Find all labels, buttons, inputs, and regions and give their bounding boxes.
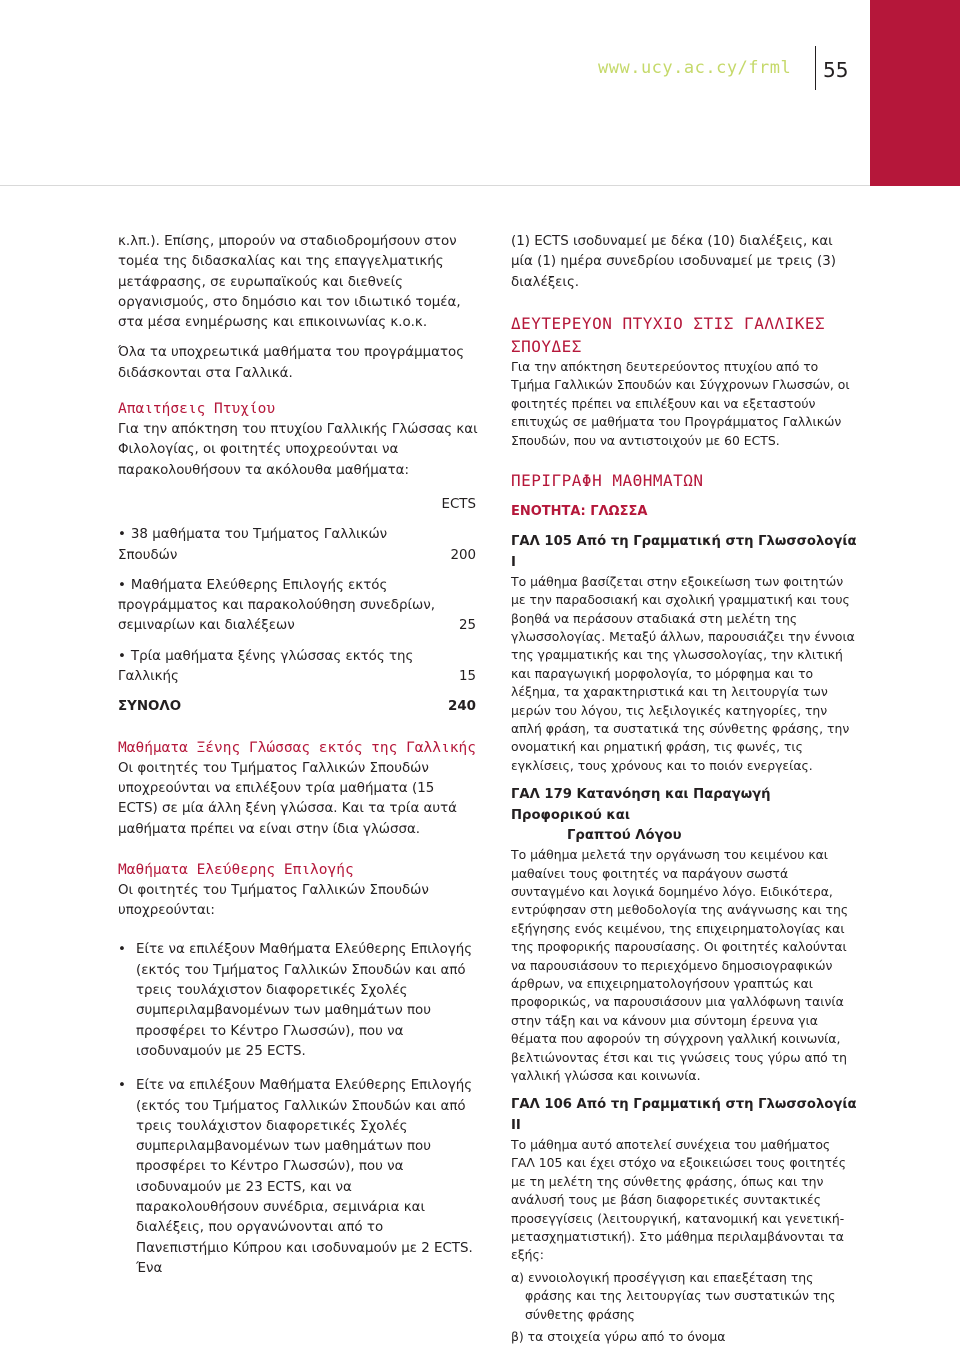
requirement-ects: 25 — [458, 618, 476, 634]
header-url[interactable]: www.ucy.ac.cy/frml — [598, 58, 792, 78]
list-item: • Είτε να επιλέξουν Μαθήματα Ελεύθερης Επιλογής (εκτός του Τμήματος Γαλλικών Σπουδών και από τρεις τουλάχιστον διαφορετικές Σχολές συμπεριλαμβανομένων των μαθημάτων που προσφέρει το Κέντρο Γλωσσών), που να ισοδυναμούν με 23 ECTS, και να παρακολουθήσουν συνέδρια, σεμινάρια και διαλέξεις, που οργανώνονται από το Πανεπιστήμιο Κύπρου και ισοδυναμούν με 2 ECTS. Ένα — [118, 1076, 478, 1279]
requirements-heading: Απαιτήσεις Πτυχίου — [118, 401, 276, 418]
course-title: ΓΑΛ 105 Από τη Γραμματική στη Γλωσσολογία I — [511, 534, 857, 570]
accent-bar — [870, 0, 960, 186]
total-value: 240 — [448, 699, 476, 715]
unit-heading: ΕΝΟΤΗΤΑ: ΓΛΩΣΣΑ — [511, 503, 648, 519]
foreign-language-heading: Μαθήματα Ξένης Γλώσσας εκτός της Γαλλικής — [118, 739, 476, 756]
course-description: Το μάθημα μελετά την οργάνωση του κειμένου και μαθαίνει τους φοιτητές να παράγουν σωστά συνταγμένο και λογικά δομημένο λόγο. Ειδικότερα, εντρύφησαν στη μεθοδολογία της ανάγνωσης και της εξήγησης ενός κειμένου, της επιχειρηματολογίας και της προφορικής παρουσίασης. Οι φοιτητές καλούνται να παρουσιάσουν το περιεχόμενο δημοσιογραφικών άρθρων, να επιχειρηματολογήσουν γραπτώς και προφορικώς, να παρουσιάσουν μια γαλλόφωνη ταινία στην τάξη και να κάνουν μια σύντομη έρευνα για θέματα που αφορούν τη σύγχρονη γαλλική κοινωνία, βελτιώνοντας έτσι και τις γνώσεις τους γύρω από τη γαλλική γλώσσα και κοινωνία. — [511, 847, 849, 1084]
second-degree-paragraph: Για την απόκτηση δευτερεύοντος πτυχίου από το Τμήμα Γαλλικών Σπουδών και Σύγχρονων Γλωσσών, οι φοιτητές πρέπει να επιλέξουν και να εξεταστούν επιτυχώς σε μαθήματα του Προγράμματος Γαλλικών Σπουδών, που να αντιστοιχούν με 60 ECTS. — [511, 358, 850, 448]
intro-paragraph: κ.λπ.). Επίσης, μπορούν να σταδιοδρομήσουν στον τομέα της διδασκαλίας και της επαγγελματικής μετάφρασης, σε ευρωπαϊκούς και διεθνείς οργανισμούς, στο δημόσιο και τον ιδιωτικό τομέα, στα μέσα ενημέρωσης και επικοινωνίας κ.ο.κ. — [118, 234, 461, 331]
second-degree-heading: ΔΕΥΤΕΡΕΥΟΝ ΠΤΥΧΙΟ ΣΤΙΣ ΓΑΛΛΙΚΕΣ ΣΠΟΥΔΕΣ — [511, 313, 826, 356]
elective-list — [118, 940, 478, 1279]
requirement-row — [118, 576, 478, 637]
header-divider — [815, 46, 816, 90]
course-title — [511, 785, 857, 846]
requirement-text: • Τρία μαθήματα ξένης γλώσσας εκτός της Γαλλικής — [118, 647, 438, 688]
course-description-heading: ΠΕΡΙΓΡΑΦΗ ΜΑΘΗΜΑΤΩΝ — [511, 470, 704, 490]
course-title-line: Γραπτού Λόγου — [567, 827, 682, 843]
requirements-intro: Για την απόκτηση του πτυχίου Γαλλικής Γλώσσας και Φιλολογίας, οι φοιτητές υποχρεούνται να παρακολουθήσουν τα ακόλουθα μαθήματα: — [118, 422, 478, 478]
total-row — [118, 697, 478, 717]
elective-heading: Μαθήματα Ελεύθερης Επιλογής — [118, 861, 354, 878]
list-item: α) εννοιολογική προσέγγιση και επαεξέταση της φράσης και της λειτουργίας των συστατικών της σύνθετης φράσης — [511, 1269, 836, 1322]
requirement-text: • 38 μαθήματα του Τμήματος Γαλλικών Σπουδών — [118, 525, 438, 566]
requirement-ects: 15 — [458, 669, 476, 685]
header-rule — [0, 185, 870, 186]
requirement-text: • Μαθήματα Ελεύθερης Επιλογής εκτός προγράμματος και παρακολούθηση συνεδρίων, σεμιναρίων και διαλέξεων — [118, 576, 438, 637]
note-paragraph: Όλα τα υποχρεωτικά μαθήματα του προγράμματος διδάσκονται στα Γαλλικά. — [118, 345, 465, 381]
list-item: • Είτε να επιλέξουν Μαθήματα Ελεύθερης Επιλογής (εκτός του Τμήματος Γαλλικών Σπουδών και από τρεις τουλάχιστον διαφορετικές Σχολές συμπεριλαμβανομένων των μαθημάτων που προσφέρει το Κέντρο Γλωσσών), που να ισοδυναμούν με 25 ECTS. — [118, 940, 478, 1062]
page-number: 55 — [823, 58, 849, 82]
elective-intro: Οι φοιτητές του Τμήματος Γαλλικών Σπουδών υποχρεούνται: — [118, 882, 429, 919]
right-column — [511, 232, 857, 1347]
ects-column-header: ECTS — [441, 496, 476, 512]
course-title: ΓΑΛ 106 Από τη Γραμματική στη Γλωσσολογία II — [511, 1097, 857, 1133]
foreign-language-paragraph: Οι φοιτητές του Τμήματος Γαλλικών Σπουδών υποχρεούνται να επιλέξουν τρία μαθήματα (15 ECTS) σε μία άλλη ξένη γλώσσα. Και τα τρία αυτά μαθήματα πρέπει να είναι στην ίδια γλώσσα. — [118, 760, 457, 837]
ects-definition-paragraph: (1) ECTS ισοδυναμεί με δέκα (10) διαλέξεις, και μία (1) ημέρα συνεδρίου ισοδυναμεί με τρεις (3) διαλέξεις. — [511, 234, 836, 290]
requirement-row — [118, 647, 478, 688]
total-label: ΣΥΝΟΛΟ — [118, 699, 182, 715]
course-title-line: ΓΑΛ 179 Κατανόηση και Παραγωγή Προφορικού και — [511, 787, 771, 823]
left-column — [118, 232, 478, 1279]
course-description: Το μάθημα βασίζεται στην εξοικείωση των φοιτητών με την παραδοσιακή και σχολική γραμματική και τους βοηθά να περάσουν σταδιακά στη μελέτη της γλωσσολογίας. Μεταξύ άλλων, παρουσιάζει την έννοια της γραμματικής και της γλωσσολογίας, την κλιτική και παραγωγική μορφολογία, το μόρφημα και το λέξημα, τα χαρακτηριστικά και τη λειτουργία των μερών του λόγου, τις λεξιλογικές κατηγορίες, την απλή φράση, τα συστατικά της σύνθετης φράσης, την ονοματική και ρηματική φράση, τις φωνές, τις εγκλίσεις, τους χρόνους και το ποιόν ενεργείας. — [511, 573, 855, 773]
list-item: β) τα στοιχεία γύρω από το όνομα — [511, 1329, 726, 1345]
requirement-ects: 200 — [450, 547, 476, 563]
course-description: Το μάθημα αυτό αποτελεί συνέχεια του μαθήματος ΓΑΛ 105 και έχει στόχο να εξοικειώσει τους φοιτητές με τη μελέτη της σύνθετης φράσης, όπως και την ανάλυσή τους με βάση διαφορετικές συντακτικές προσεγγίσεις (λειτουργική, κατανομική και γενετική-μετασχηματιστική). Στο μάθημα περιλαμβάνονται τα εξής: — [511, 1137, 847, 1263]
requirement-row — [118, 525, 478, 566]
